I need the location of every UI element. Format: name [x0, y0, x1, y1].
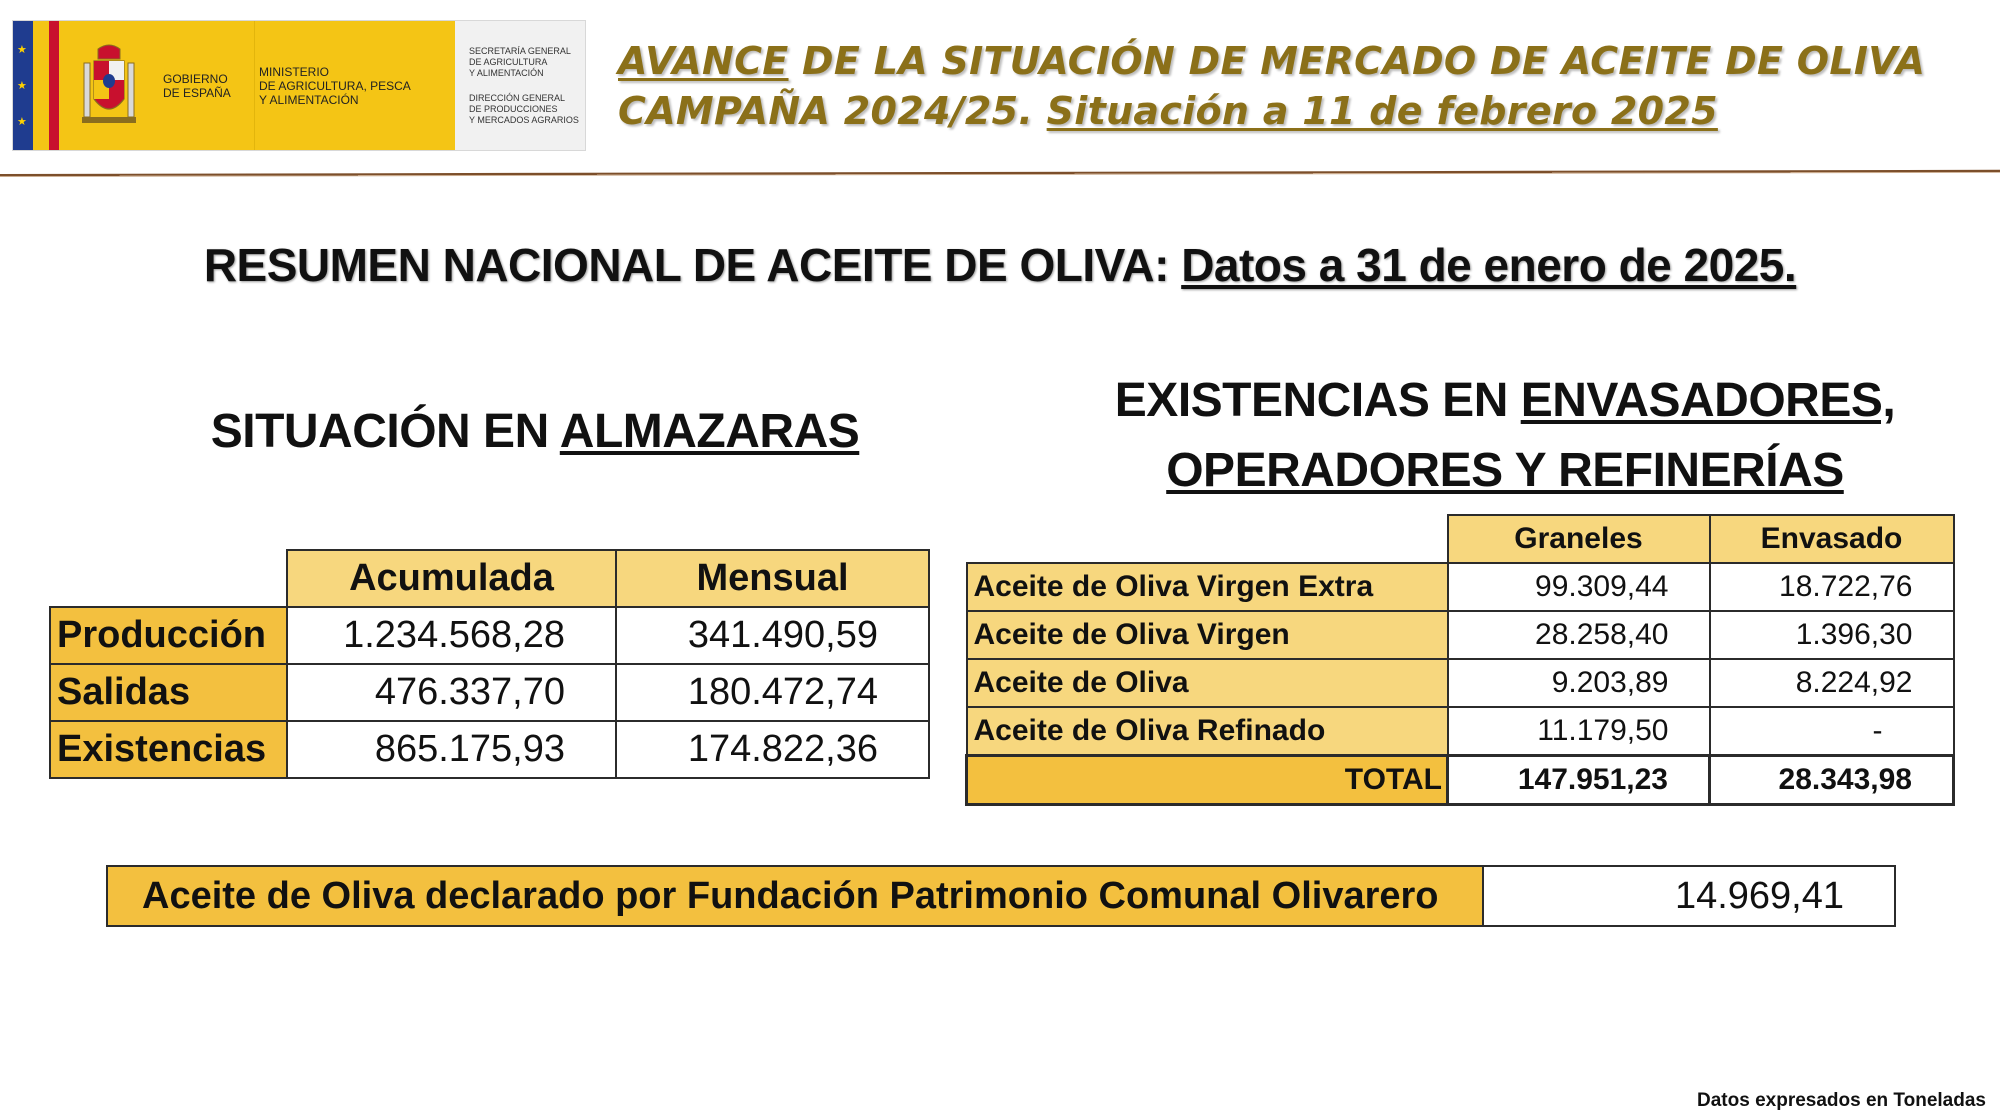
ministerio-label-box [254, 21, 455, 150]
cell-envasado: 8.224,92 [1710, 659, 1954, 707]
ministerio-label: MINISTERIO DE AGRICULTURA, PESCA Y ALIMENTACIÓN [259, 64, 411, 107]
cell-acumulada: 1.234.568,28 [287, 607, 616, 664]
gobierno-label: GOBIERNO DE ESPAÑA [163, 71, 231, 100]
cell-mensual: 341.490,59 [616, 607, 929, 664]
title-situacion-date: Situación a 11 de febrero 2025 [1046, 89, 1718, 133]
eu-flag-strip [13, 21, 49, 150]
row-label-virgen-extra: Aceite de Oliva Virgen Extra [967, 563, 1448, 611]
secretaria-label: SECRETARÍA GENERAL DE AGRICULTURA Y ALIMENTACIÓN [469, 45, 571, 78]
summary-heading-text: RESUMEN NACIONAL DE ACEITE DE OLIVA: [203, 239, 1182, 291]
units-footnote: Datos expresados en Toneladas [1697, 1090, 1986, 1111]
row-label-salidas: Salidas [50, 664, 287, 721]
table-header-row [967, 515, 1954, 563]
cell-graneles: 99.309,44 [1448, 563, 1710, 611]
table-row [107, 866, 1895, 926]
envasadores-table [965, 514, 1955, 806]
envasadores-heading-line2 [1000, 436, 2000, 506]
total-graneles: 147.951,23 [1448, 756, 1710, 805]
cell-graneles: 11.179,50 [1448, 707, 1710, 756]
title-campana: CAMPAÑA 2024/25. [618, 89, 1047, 133]
cell-graneles: 9.203,89 [1448, 659, 1710, 707]
almazaras-heading-text: SITUACIÓN EN [210, 405, 560, 458]
fundacion-value: 14.969,41 [1483, 866, 1895, 926]
spain-flag-red-band [49, 21, 59, 150]
envasadores-heading [1000, 366, 2000, 506]
table-row [50, 607, 929, 664]
table-row [50, 664, 929, 721]
table-row [967, 659, 1954, 707]
column-header-acumulada: Acumulada [287, 550, 616, 607]
cell-envasado: 1.396,30 [1710, 611, 1954, 659]
summary-heading-date: Datos a 31 de enero de 2025. [1181, 239, 1797, 291]
almazaras-heading [140, 404, 930, 459]
envasadores-heading-line1 [1000, 366, 2000, 436]
table-row [967, 707, 1954, 756]
envasadores-heading-text: EXISTENCIAS EN [1114, 374, 1521, 427]
cell-mensual: 174.822,36 [616, 721, 929, 778]
row-label-aceite-oliva: Aceite de Oliva [967, 659, 1448, 707]
table-row [50, 721, 929, 778]
row-label-refinado: Aceite de Oliva Refinado [967, 707, 1448, 756]
summary-heading [0, 238, 2000, 292]
cell-graneles: 28.258,40 [1448, 611, 1710, 659]
cell-mensual: 180.472,74 [616, 664, 929, 721]
report-title-line2 [618, 86, 1988, 136]
eu-star-icon: ★ [17, 80, 27, 92]
empty-corner-cell [50, 550, 287, 607]
total-label: TOTAL [967, 756, 1448, 805]
report-title-line1 [618, 36, 1988, 86]
envasadores-heading-underlined: ENVASADORES, [1520, 374, 1896, 427]
ministry-logo [12, 20, 586, 151]
total-row [967, 756, 1954, 805]
row-label-virgen: Aceite de Oliva Virgen [967, 611, 1448, 659]
report-title [618, 36, 1988, 136]
secretaria-label-box [455, 21, 585, 150]
cell-envasado: - [1710, 707, 1954, 756]
operadores-heading-underlined: OPERADORES Y REFINERÍAS [1166, 444, 1844, 497]
title-line1-rest: DE LA SITUACIÓN DE MERCADO DE ACEITE DE OLIVA [788, 39, 1926, 83]
coat-of-arms-icon [80, 43, 138, 129]
column-header-envasado: Envasado [1710, 515, 1954, 563]
header-divider [0, 170, 2000, 177]
almazaras-heading-underlined: ALMAZARAS [559, 405, 860, 458]
cell-acumulada: 865.175,93 [287, 721, 616, 778]
cell-acumulada: 476.337,70 [287, 664, 616, 721]
row-label-produccion: Producción [50, 607, 287, 664]
coat-of-arms [59, 21, 159, 150]
empty-corner-cell [967, 515, 1448, 563]
fundacion-label: Aceite de Oliva declarado por Fundación Patrimonio Comunal Olivarero [107, 866, 1483, 926]
table-header-row [50, 550, 929, 607]
row-label-existencias: Existencias [50, 721, 287, 778]
table-row [967, 611, 1954, 659]
almazaras-table [49, 549, 930, 779]
column-header-mensual: Mensual [616, 550, 929, 607]
cell-envasado: 18.722,76 [1710, 563, 1954, 611]
eu-star-icon: ★ [17, 116, 27, 128]
table-row [967, 563, 1954, 611]
gobierno-label-box [159, 21, 254, 150]
fundacion-table [106, 865, 1896, 927]
direccion-label: DIRECCIÓN GENERAL DE PRODUCCIONES Y MERCADOS AGRARIOS [469, 92, 579, 125]
column-header-graneles: Graneles [1448, 515, 1710, 563]
title-avance: AVANCE [618, 39, 789, 83]
eu-star-icon: ★ [17, 44, 27, 56]
total-envasado: 28.343,98 [1710, 756, 1954, 805]
